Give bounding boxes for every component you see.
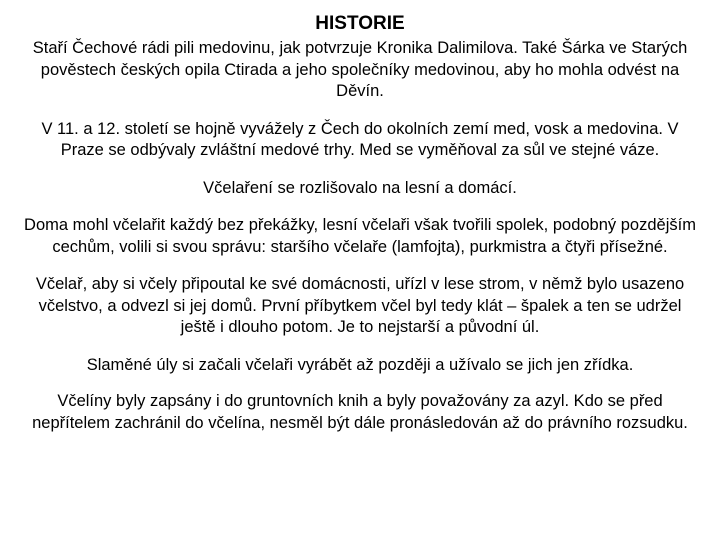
paragraph-guild: Doma mohl včelařit každý bez překážky, lesní včelaři však tvořili spolek, podobný pozdějším cechům, volili si svou správu: staršího včelaře (lamfojta), purkmistra a čtyři přísežné.	[24, 216, 696, 256]
paragraph-mead: Staří Čechové rádi pili medovinu, jak potvrzuje Kronika Dalimilova. Také Šárka ve Starých pověstech českých opila Ctirada a jeho společníky medovinou, aby ho mohla odvést na Děvín.	[32, 39, 688, 100]
paragraph-straw-hives: Slaměné úly si začali včelaři vyrábět až později a užívalo se jich jen zřídka.	[86, 355, 634, 374]
slide-title: HISTORIE	[315, 13, 405, 34]
paragraph-types: Včelaření se rozlišovalo na lesní a domácí.	[203, 178, 517, 197]
paragraph-first-hive: Včelař, aby si včely připoutal ke své domácnosti, uřízl v lese strom, v němž bylo usazeno včelstvo, a odvezl si jej domů. První příbytkem včel byl tedy klát – špalek a ten se udržel ještě i dlouho potom. Je to nejstarší a původní úl.	[35, 275, 685, 336]
paragraph-asylum: Včelíny byly zapsány i do gruntovních knih a byly považovány za azyl. Kdo se před nepřítelem zachránil do včelína, nesměl být dále pronásledován až do právního rozsudku.	[32, 392, 688, 432]
paragraph-trade: V 11. a 12. století se hojně vyvážely z Čech do okolních zemí med, vosk a medovina. V Praze se odbývaly zvláštní medové trhy. Med se vyměňoval za sůl ve stejné váze.	[41, 119, 679, 159]
